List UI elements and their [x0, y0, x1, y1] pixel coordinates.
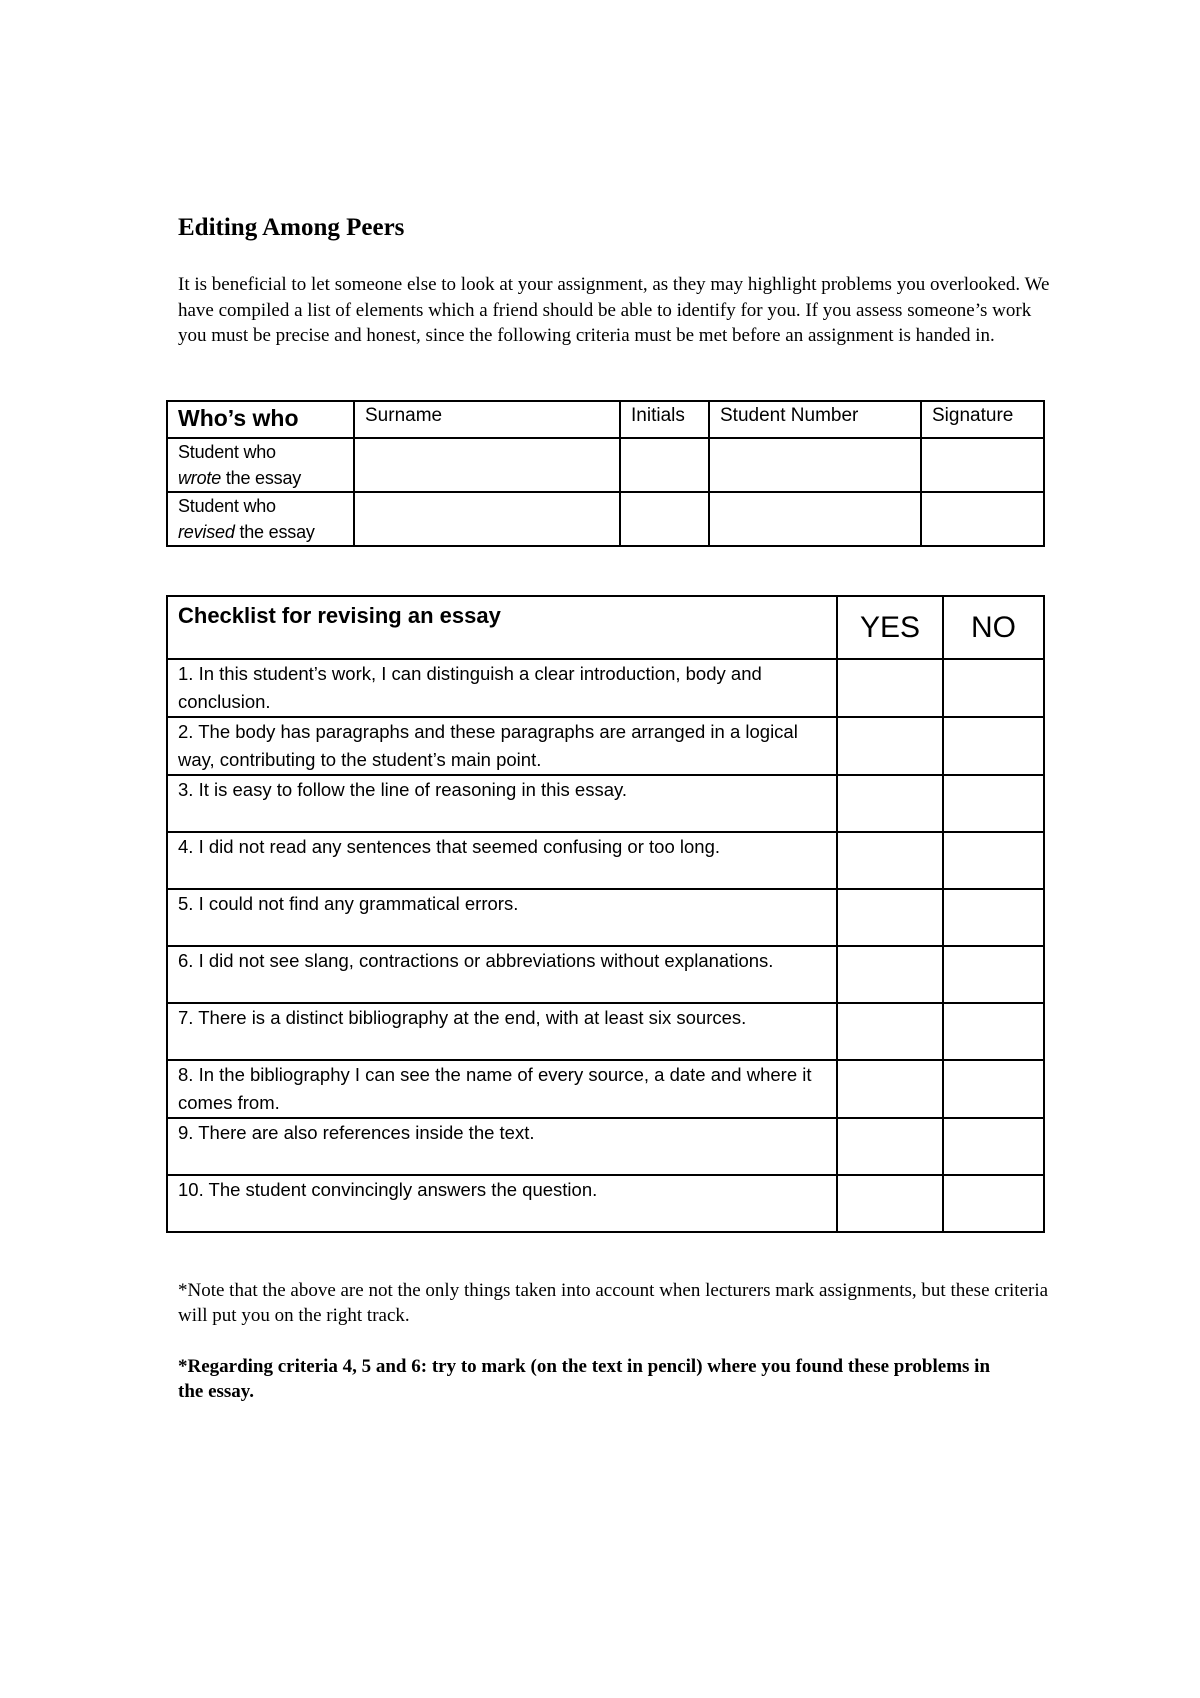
- no-cell[interactable]: [943, 775, 1044, 832]
- writer-student-number-cell[interactable]: [709, 438, 921, 492]
- checklist-table: [166, 595, 1045, 1233]
- writer-row-label: Student who wrote the essay: [167, 438, 354, 492]
- checklist-row: [167, 1003, 1044, 1060]
- yes-cell[interactable]: [837, 775, 943, 832]
- reviser-row-label: Student who revised the essay: [167, 492, 354, 546]
- reviser-signature-cell[interactable]: [921, 492, 1044, 546]
- yes-cell[interactable]: [837, 1060, 943, 1118]
- writer-row: [167, 438, 1044, 492]
- checklist-item: 7. There is a distinct bibliography at the end, with at least six sources.: [167, 1003, 837, 1060]
- checklist-row: [167, 889, 1044, 946]
- whos-who-table: [166, 400, 1045, 547]
- yes-cell[interactable]: [837, 1175, 943, 1232]
- whos-who-header-row: [167, 401, 1044, 438]
- page-title: Editing Among Peers: [178, 214, 405, 241]
- checklist-row: [167, 832, 1044, 889]
- checklist-item: 6. I did not see slang, contractions or abbreviations without explanations.: [167, 946, 837, 1003]
- yes-cell[interactable]: [837, 1003, 943, 1060]
- student-number-header: Student Number: [709, 401, 921, 438]
- criteria-note: *Regarding criteria 4, 5 and 6: try to mark (on the text in pencil) where you found these problems in the essay.: [178, 1356, 991, 1402]
- no-cell[interactable]: [943, 1060, 1044, 1118]
- checklist-header-row: [167, 596, 1044, 659]
- surname-header: Surname: [354, 401, 620, 438]
- writer-surname-cell[interactable]: [354, 438, 620, 492]
- no-cell[interactable]: [943, 889, 1044, 946]
- checklist-item: 9. There are also references inside the text.: [167, 1118, 837, 1175]
- no-cell[interactable]: [943, 1118, 1044, 1175]
- checklist-row: [167, 717, 1044, 775]
- checklist-row: [167, 1060, 1044, 1118]
- no-cell[interactable]: [943, 717, 1044, 775]
- checklist-row: [167, 1118, 1044, 1175]
- checklist-row: [167, 946, 1044, 1003]
- checklist-item: 1. In this student’s work, I can distinguish a clear introduction, body and conclusion.: [167, 659, 837, 717]
- checklist-row: [167, 1175, 1044, 1232]
- checklist-item: 8. In the bibliography I can see the name of every source, a date and where it comes from.: [167, 1060, 837, 1118]
- checklist-item: 3. It is easy to follow the line of reasoning in this essay.: [167, 775, 837, 832]
- initials-header: Initials: [620, 401, 709, 438]
- yes-cell[interactable]: [837, 659, 943, 717]
- footnote: *Note that the above are not the only things taken into account when lecturers mark assignments, but these criteria will put you on the right track.: [178, 1280, 1049, 1326]
- reviser-row: [167, 492, 1044, 546]
- writer-signature-cell[interactable]: [921, 438, 1044, 492]
- reviser-initials-cell[interactable]: [620, 492, 709, 546]
- yes-cell[interactable]: [837, 889, 943, 946]
- yes-cell[interactable]: [837, 717, 943, 775]
- yes-cell[interactable]: [837, 1118, 943, 1175]
- no-cell[interactable]: [943, 1175, 1044, 1232]
- no-cell[interactable]: [943, 1003, 1044, 1060]
- whos-who-header: Who’s who: [167, 401, 354, 438]
- checklist-heading: Checklist for revising an essay: [167, 596, 837, 659]
- no-cell[interactable]: [943, 832, 1044, 889]
- yes-cell[interactable]: [837, 946, 943, 1003]
- writer-initials-cell[interactable]: [620, 438, 709, 492]
- yes-cell[interactable]: [837, 832, 943, 889]
- yes-header: YES: [837, 596, 943, 659]
- no-header: NO: [943, 596, 1044, 659]
- checklist-item: 4. I did not read any sentences that seemed confusing or too long.: [167, 832, 837, 889]
- no-cell[interactable]: [943, 946, 1044, 1003]
- intro-paragraph: It is beneficial to let someone else to look at your assignment, as they may highlight problems you overlooked. We have compiled a list of elements which a friend should be able to identify for you. If you assess someone’s work you must be precise and honest, since the following criteria must be met before an assignment is handed in.: [178, 274, 1050, 346]
- checklist-row: [167, 775, 1044, 832]
- reviser-student-number-cell[interactable]: [709, 492, 921, 546]
- no-cell[interactable]: [943, 659, 1044, 717]
- checklist-item: 2. The body has paragraphs and these paragraphs are arranged in a logical way, contributing to the student’s main point.: [167, 717, 837, 775]
- checklist-item: 5. I could not find any grammatical errors.: [167, 889, 837, 946]
- checklist-item: 10. The student convincingly answers the question.: [167, 1175, 837, 1232]
- signature-header: Signature: [921, 401, 1044, 438]
- checklist-row: [167, 659, 1044, 717]
- reviser-surname-cell[interactable]: [354, 492, 620, 546]
